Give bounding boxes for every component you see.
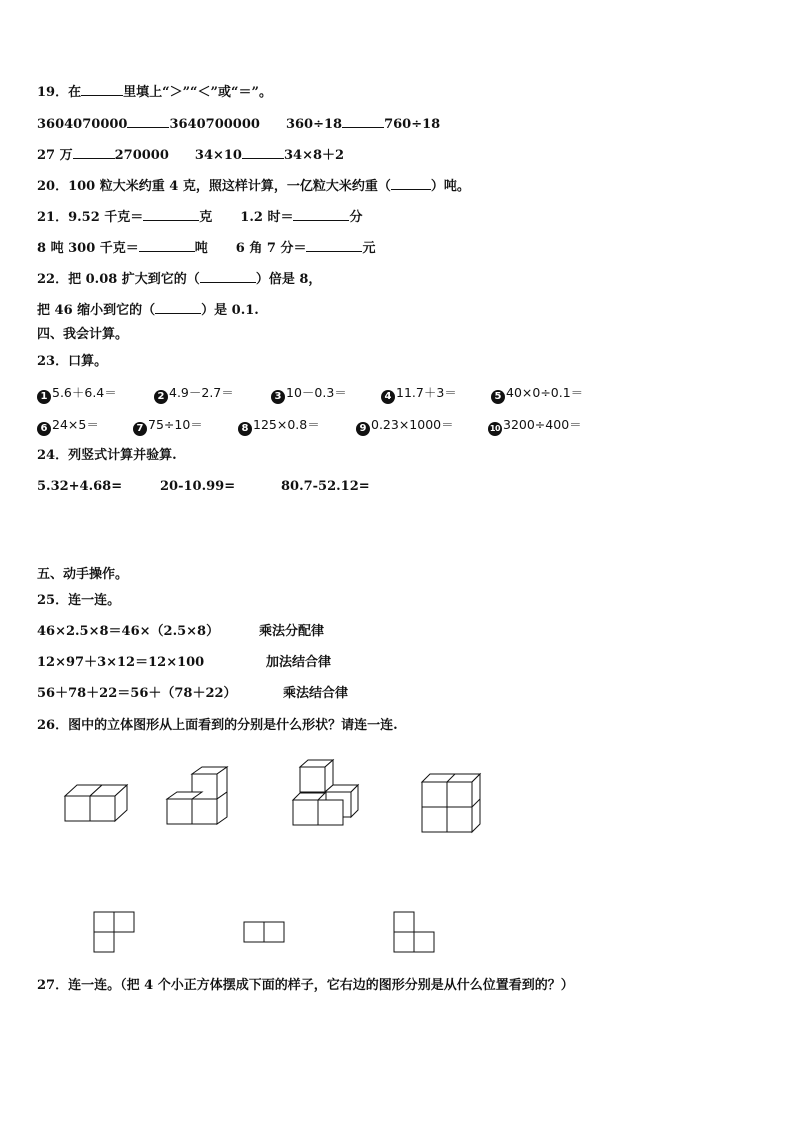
solid-figure-1[interactable]	[60, 778, 130, 828]
answer-blank[interactable]	[293, 207, 349, 221]
section-five-heading: 五、动手操作。	[37, 567, 129, 582]
q25-left-item[interactable]: 56＋78＋22＝56＋（78＋22）	[37, 686, 237, 701]
calc-item: 1 5.6＋6.4＝	[37, 384, 117, 404]
q21-row1: 21．9.52 千克＝ 克 1.2 时＝ 分	[37, 207, 362, 227]
answer-blank[interactable]	[200, 269, 256, 283]
section-four-heading: 四、我会计算。	[37, 327, 129, 342]
calc-item: 4 11.7＋3＝	[381, 384, 457, 404]
q25-left-item[interactable]: 12×97＋3×12＝12×100	[37, 655, 205, 670]
calc-item: 2 4.9－2.7＝	[154, 384, 234, 404]
q24-title: 24．列竖式计算并验算.	[37, 448, 177, 463]
answer-blank[interactable]	[73, 145, 115, 159]
q25-right-item[interactable]: 乘法分配律	[259, 624, 325, 639]
calc-item: 7 75÷10＝	[133, 416, 203, 436]
answer-blank[interactable]	[155, 300, 201, 314]
calc-item: 6 24×5＝	[37, 416, 99, 436]
answer-blank[interactable]	[242, 145, 284, 159]
answer-blank[interactable]	[306, 238, 362, 252]
q25-right-item[interactable]: 加法结合律	[266, 655, 332, 670]
q24-item: 5.32+4.68=	[37, 479, 123, 494]
top-view-1[interactable]	[93, 911, 137, 955]
q19-row1: 3604070000 3640700000 360÷18 760÷18	[37, 114, 440, 134]
q20-line: 20．100 粒大米约重 4 克，照这样计算，一亿粒大米约重（ ）吨。	[37, 176, 470, 196]
answer-blank[interactable]	[143, 207, 199, 221]
q23-title: 23．口算。	[37, 354, 108, 369]
calc-item: 5 40×0÷0.1＝	[491, 384, 583, 404]
q25-right-item[interactable]: 乘法结合律	[283, 686, 349, 701]
q26-title: 26．图中的立体图形从上面看到的分别是什么形状？请连一连.	[37, 718, 398, 733]
q24-item: 80.7-52.12=	[281, 479, 370, 494]
calc-item: 8 125×0.8＝	[238, 416, 320, 436]
q25-left-item[interactable]: 46×2.5×8＝46×（2.5×8）	[37, 624, 220, 639]
q25-title: 25．连一连。	[37, 593, 121, 608]
solid-figure-3[interactable]	[288, 757, 368, 831]
calc-item: 3 10－0.3＝	[271, 384, 347, 404]
q22-line2: 把 46 缩小到它的（ ）是 0.1.	[37, 300, 259, 320]
answer-blank[interactable]	[139, 238, 195, 252]
q22-line1: 22．把 0.08 扩大到它的（ ）倍是 8，	[37, 269, 321, 289]
q27-title: 27．连一连。（把 4 个小正方体摆成下面的样子，它右边的图形分别是从什么位置看到的？）	[37, 978, 574, 993]
answer-blank[interactable]	[127, 114, 169, 128]
q19-row2: 27 万 270000 34×10 34×8＋2	[37, 145, 344, 165]
top-view-2[interactable]	[243, 921, 287, 945]
answer-blank[interactable]	[391, 176, 431, 190]
q21-row2: 8 吨 300 千克＝ 吨 6 角 7 分＝ 元	[37, 238, 375, 258]
solid-figure-4[interactable]	[418, 770, 488, 834]
answer-blank[interactable]	[81, 82, 123, 96]
q19-title: 19．在 里填上“＞”“＜”或“＝”。	[37, 82, 272, 102]
top-view-3[interactable]	[393, 911, 437, 955]
calc-item: 10 3200÷400＝	[488, 416, 582, 436]
calc-item: 9 0.23×1000＝	[356, 416, 454, 436]
q24-item: 20-10.99=	[160, 479, 236, 494]
answer-blank[interactable]	[342, 114, 384, 128]
solid-figure-2[interactable]	[162, 764, 232, 830]
